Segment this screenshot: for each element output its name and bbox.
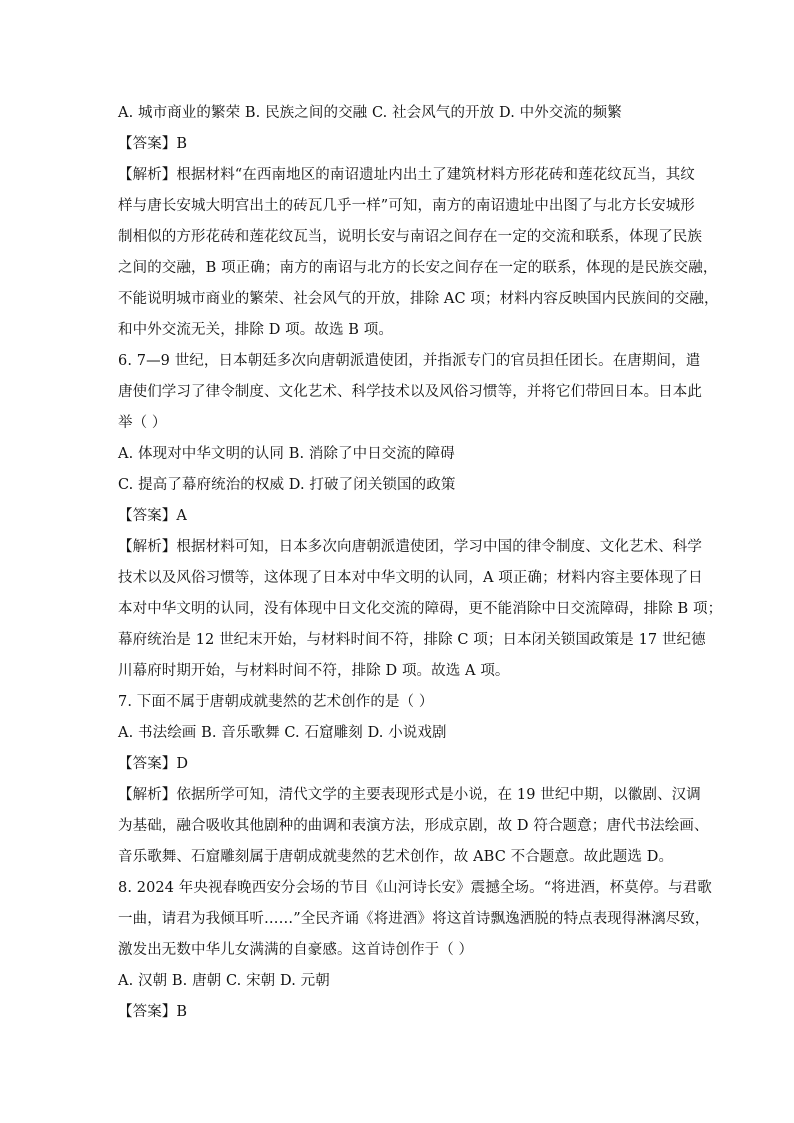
analysis-line: 音乐歌舞、石窟雕刻属于唐朝成就斐然的艺术创作，故 ABC 不合题意。故此题选 D。 bbox=[118, 849, 674, 865]
question-7-stem: 7. 下面不属于唐朝成就斐然的艺术创作的是（ ） bbox=[118, 694, 434, 710]
analysis-line: 【解析】根据材料可知，日本多次向唐朝派遣使团，学习中国的律令制度、文化艺术、科学 bbox=[118, 539, 702, 555]
question-6-options: A. 体现对中华文明的认同 B. 消除了中日交流的障碍 bbox=[118, 446, 455, 462]
answer-label: 【答案】B bbox=[118, 1004, 188, 1020]
page-content bbox=[118, 98, 723, 1028]
question-8-options: A. 汉朝 B. 唐朝 C. 宋朝 D. 元朝 bbox=[118, 973, 330, 989]
question-6-stem: 举（ ） bbox=[118, 415, 167, 431]
question-6-options: C. 提高了幕府统治的权威 D. 打破了闭关锁国的政策 bbox=[118, 477, 456, 493]
answer-label: 【答案】D bbox=[118, 756, 189, 772]
analysis-line: 川幕府时期开始，与材料时间不符，排除 D 项。故选 A 项。 bbox=[118, 663, 510, 679]
analysis-line: 【解析】依据所学可知，清代文学的主要表现形式是小说，在 19 世纪中期，以徽剧、汉调 bbox=[118, 787, 701, 803]
answer-label: 【答案】B bbox=[118, 136, 188, 152]
question-7-options: A. 书法绘画 B. 音乐歌舞 C. 石窟雕刻 D. 小说戏剧 bbox=[118, 725, 447, 741]
question-6-stem: 6. 7—9 世纪，日本朝廷多次向唐朝派遣使团，并指派专门的官员担任团长。在唐期间，遣 bbox=[118, 353, 701, 369]
analysis-line: 为基础，融合吸收其他剧种的曲调和表演方法，形成京剧，故 D 符合题意；唐代书法绘画、 bbox=[118, 818, 709, 834]
question-5-options: A. 城市商业的繁荣 B. 民族之间的交融 C. 社会风气的开放 D. 中外交流的频繁 bbox=[118, 105, 622, 121]
question-8-stem: 激发出无数中华儿女满满的自豪感。这首诗创作于（ ） bbox=[118, 942, 474, 958]
analysis-line: 本对中华文明的认同，没有体现中日文化交流的障碍，更不能消除中日交流障碍，排除 B 项； bbox=[118, 601, 723, 617]
analysis-line: 【解析】根据材料“在西南地区的南诏遗址内出土了建筑材料方形花砖和莲花纹瓦当，其纹 bbox=[118, 167, 695, 183]
analysis-line: 和中外交流无关，排除 D 项。故选 B 项。 bbox=[118, 322, 393, 338]
analysis-line: 制相似的方形花砖和莲花纹瓦当，说明长安与南诏之间存在一定的交流和联系，体现了民族 bbox=[118, 229, 702, 245]
analysis-line: 技术以及风俗习惯等，这体现了日本对中华文明的认同，A 项正确；材料内容主要体现了日 bbox=[118, 570, 703, 586]
analysis-line: 幕府统治是 12 世纪末开始，与材料时间不符，排除 C 项；日本闭关锁国政策是 17 世纪德 bbox=[118, 632, 706, 648]
question-6-stem: 唐使们学习了律令制度、文化艺术、科学技术以及风俗习惯等，并将它们带回日本。日本此 bbox=[118, 384, 702, 400]
analysis-line: 之间的交融，B 项正确；南方的南诏与北方的长安之间存在一定的联系，体现的是民族交融， bbox=[118, 260, 718, 276]
question-8-stem: 8. 2024 年央视春晚西安分会场的节目《山河诗长安》震撼全场。“将进酒，杯莫停。与君歌 bbox=[118, 880, 712, 896]
analysis-line: 不能说明城市商业的繁荣、社会风气的开放，排除 AC 项；材料内容反映国内民族间的交融， bbox=[118, 291, 719, 307]
answer-label: 【答案】A bbox=[118, 508, 187, 524]
question-8-stem: 一曲，请君为我倾耳听……”全民齐诵《将进酒》将这首诗飘逸洒脱的特点表现得淋漓尽致， bbox=[118, 911, 710, 927]
analysis-line: 样与唐长安城大明宫出土的砖瓦几乎一样”可知，南方的南诏遗址中出图了与北方长安城形 bbox=[118, 198, 695, 214]
